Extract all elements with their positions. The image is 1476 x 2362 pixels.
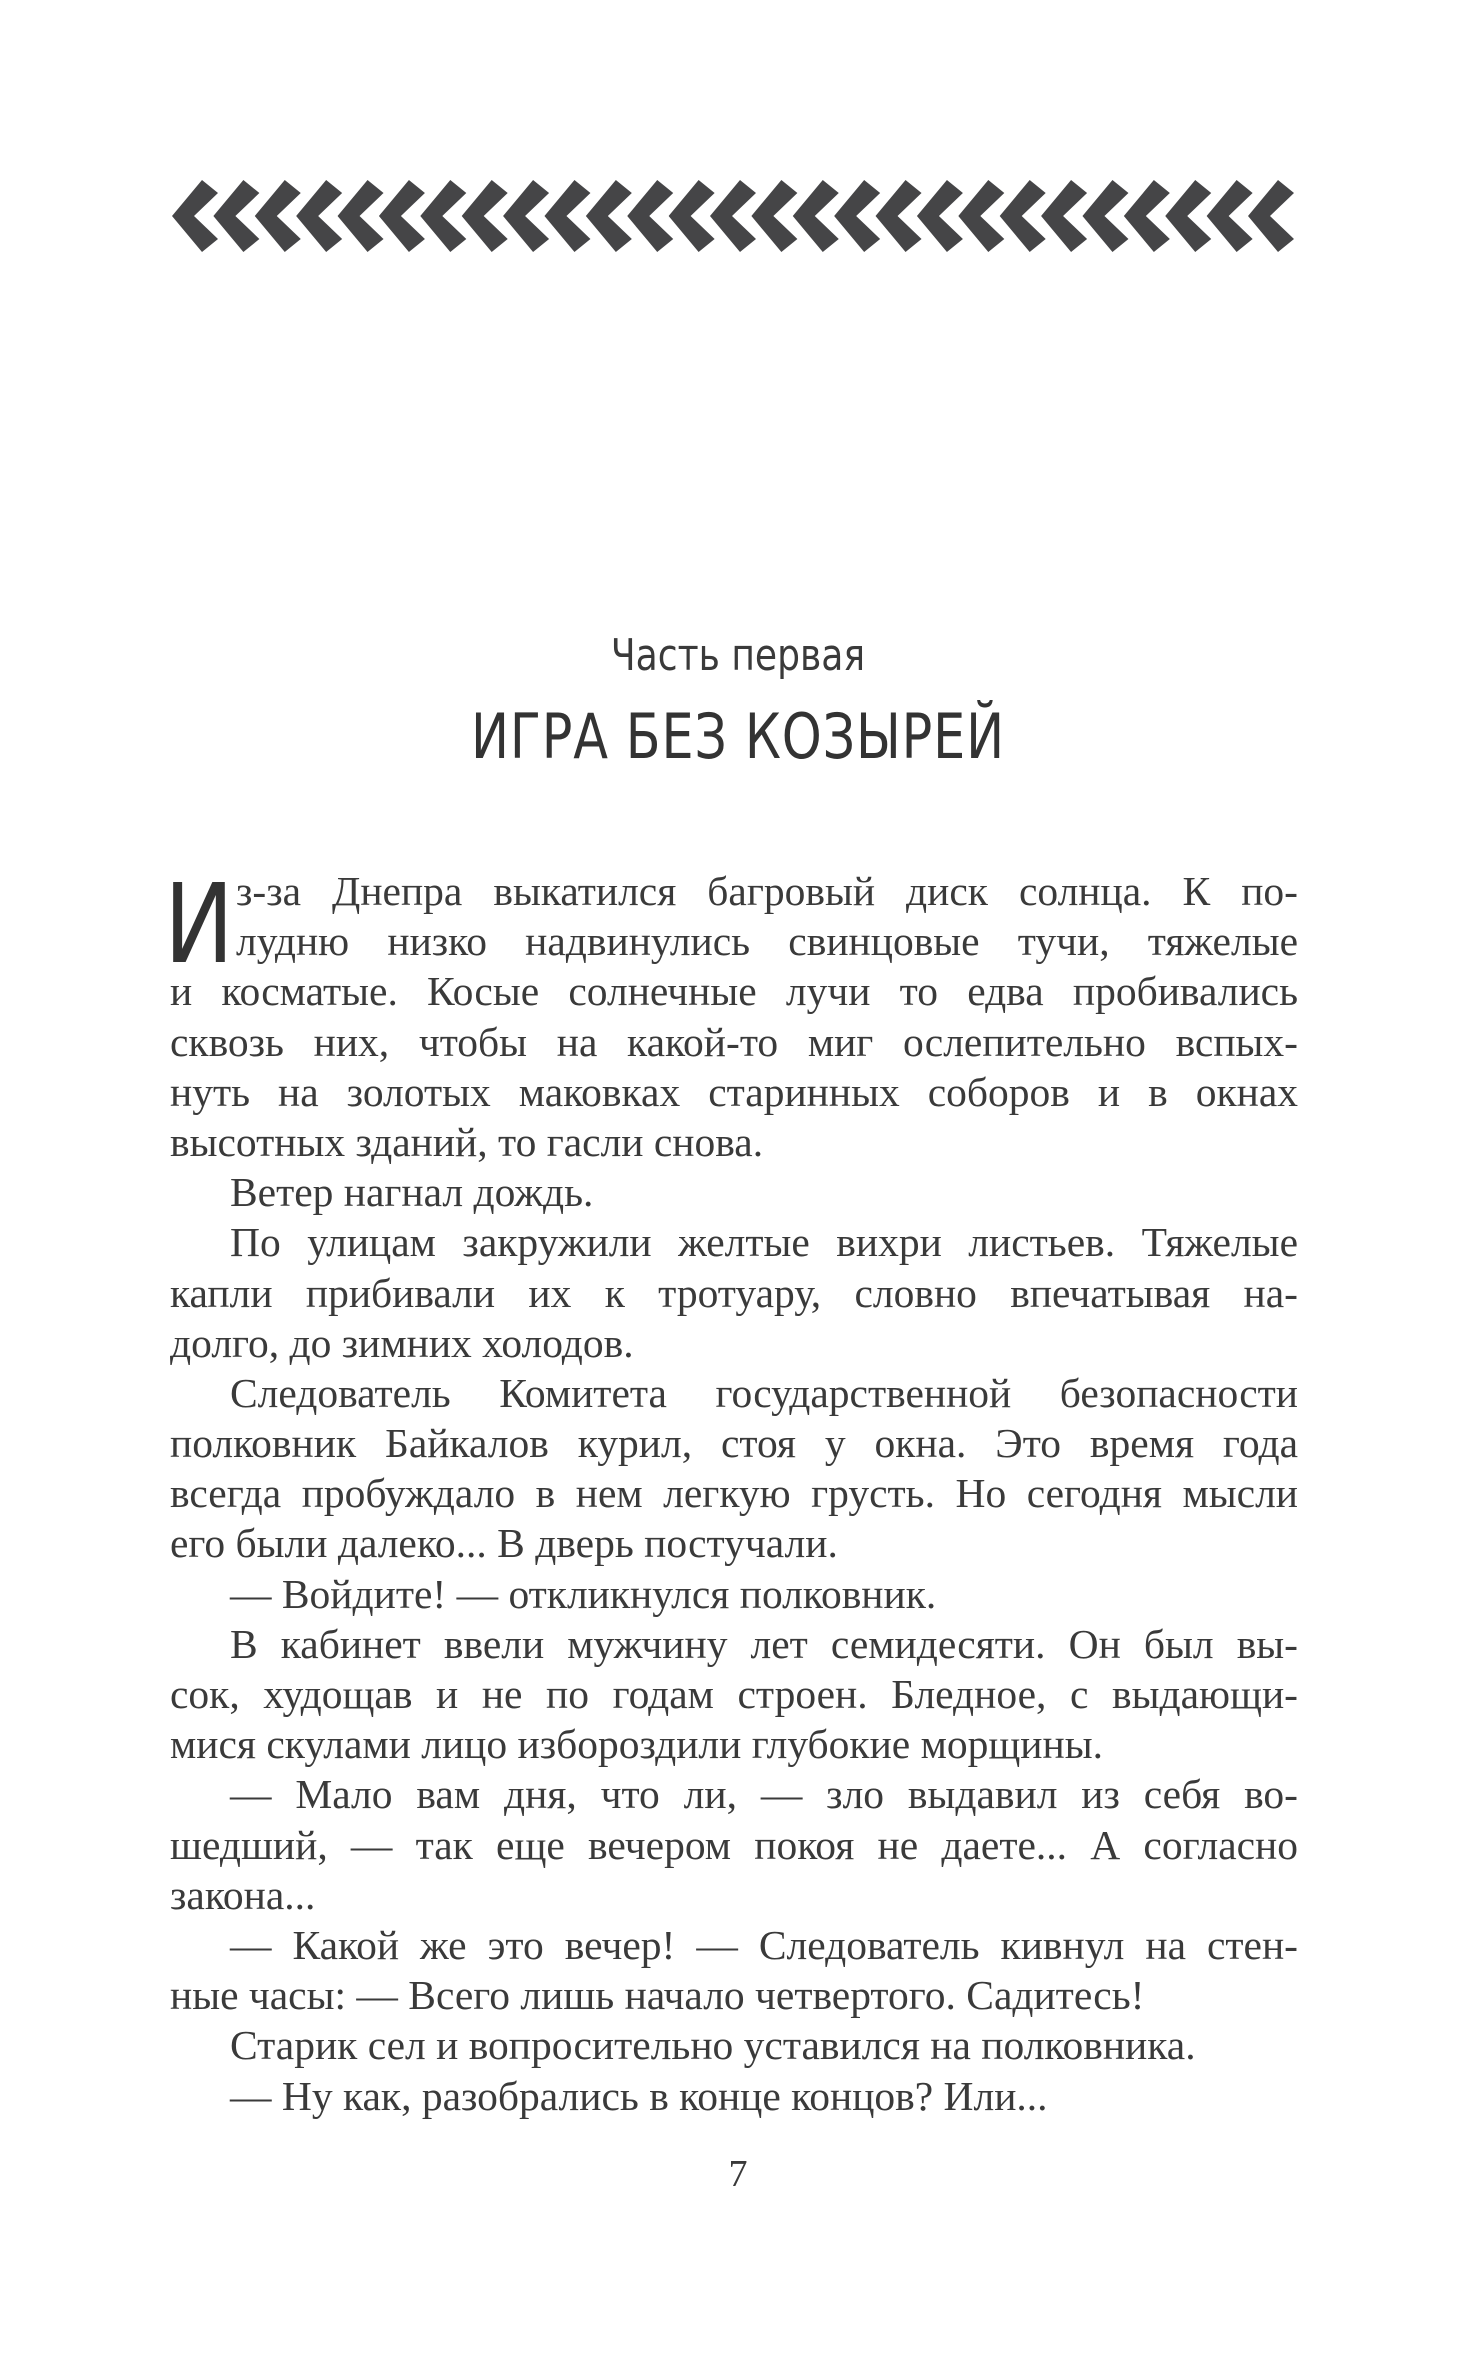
- chevron-left-icon: [172, 180, 218, 252]
- chevron-left-icon: [876, 180, 922, 252]
- chevron-left-icon: [586, 180, 632, 252]
- chevron-left-icon: [255, 180, 301, 252]
- chevron-left-icon: [338, 180, 384, 252]
- text-line: шедший, — так еще вечером покоя не даете... А согласно: [170, 1821, 1298, 1868]
- chevron-left-icon: [213, 180, 259, 252]
- chevron-left-icon: [793, 180, 839, 252]
- text-line: лудню низко надвинулись свинцовые тучи, тяжелые: [236, 918, 1298, 965]
- chevron-left-icon: [1165, 180, 1211, 252]
- text-line: Старик сел и вопросительно уставился на полковника.: [230, 2022, 1196, 2069]
- chevron-left-icon: [1041, 180, 1087, 252]
- text-line: — Ну как, разобрались в конце концов? Или...: [230, 2072, 1048, 2119]
- chevron-left-icon: [669, 180, 715, 252]
- chevron-left-icon: [1207, 180, 1253, 252]
- text-line: — Какой же это вечер! — Следователь кивнул на стен-: [230, 1921, 1298, 1968]
- chevron-left-icon: [958, 180, 1004, 252]
- text-line: долго, до зимних холодов.: [170, 1319, 634, 1366]
- chevron-left-icon: [834, 180, 880, 252]
- text-line: По улицам закружили желтые вихри листьев. Тяжелые: [230, 1219, 1298, 1266]
- text-line: Следователь Комитета государственной безопасности: [230, 1369, 1298, 1416]
- page-number: 7: [728, 2153, 748, 2195]
- chevron-left-icon: [503, 180, 549, 252]
- chevron-left-icon: [1082, 180, 1128, 252]
- text-line: и косматые. Косые солнечные лучи то едва пробивались: [170, 968, 1298, 1015]
- text-line: мися скулами лицо избороздили глубокие морщины.: [170, 1721, 1103, 1768]
- text-line: всегда пробуждало в нем легкую грусть. Но сегодня мысли: [170, 1470, 1298, 1517]
- text-line: капли прибивали их к тротуару, словно впечатывая на-: [170, 1269, 1298, 1316]
- chevron-left-icon: [420, 180, 466, 252]
- chapter-body-text: [164, 860, 1298, 2121]
- text-line: сок, худощав и не по годам строен. Бледное, с выдающи-: [170, 1671, 1298, 1717]
- chevron-left-icon: [751, 180, 797, 252]
- chevron-ornament-divider: [172, 180, 1294, 252]
- text-line: ные часы: — Всего лишь начало четвертого. Садитесь!: [170, 1972, 1145, 2019]
- chevron-left-icon: [1000, 180, 1046, 252]
- text-line: — Мало вам дня, что ли, — зло выдавил из себя во-: [230, 1771, 1298, 1818]
- chevron-left-icon: [1248, 180, 1294, 252]
- text-line: В кабинет ввели мужчину лет семидесяти. Он был вы-: [230, 1620, 1298, 1667]
- text-line: закона...: [170, 1871, 316, 1918]
- chevron-row: [172, 180, 1294, 252]
- chevron-left-icon: [1124, 180, 1170, 252]
- text-line: высотных зданий, то гасли снова.: [170, 1118, 764, 1165]
- text-line: сквозь них, чтобы на какой-то миг ослепительно вспых-: [170, 1018, 1298, 1065]
- chevron-left-icon: [917, 180, 963, 252]
- chevron-left-icon: [544, 180, 590, 252]
- text-line: полковник Байкалов курил, стоя у окна. Это время года: [170, 1420, 1298, 1467]
- text-line: — Войдите! — откликнулся полковник.: [230, 1570, 937, 1617]
- chevron-left-icon: [710, 180, 756, 252]
- chevron-left-icon: [627, 180, 673, 252]
- chevron-left-icon: [379, 180, 425, 252]
- text-line: нуть на золотых маковках старинных соборов и в окнах: [170, 1068, 1298, 1115]
- text-line: его были далеко... В дверь постучали.: [170, 1520, 838, 1567]
- text-line: Ветер нагнал дождь.: [230, 1169, 594, 1216]
- part-label: Часть первая: [610, 630, 866, 681]
- part-title: ИГРА БЕЗ КОЗЫРЕЙ: [471, 700, 1005, 773]
- text-line: з-за Днепра выкатился багровый диск солнца. К по-: [236, 868, 1298, 914]
- drop-cap: И: [164, 860, 234, 988]
- chevron-left-icon: [462, 180, 508, 252]
- chevron-left-icon: [296, 180, 342, 252]
